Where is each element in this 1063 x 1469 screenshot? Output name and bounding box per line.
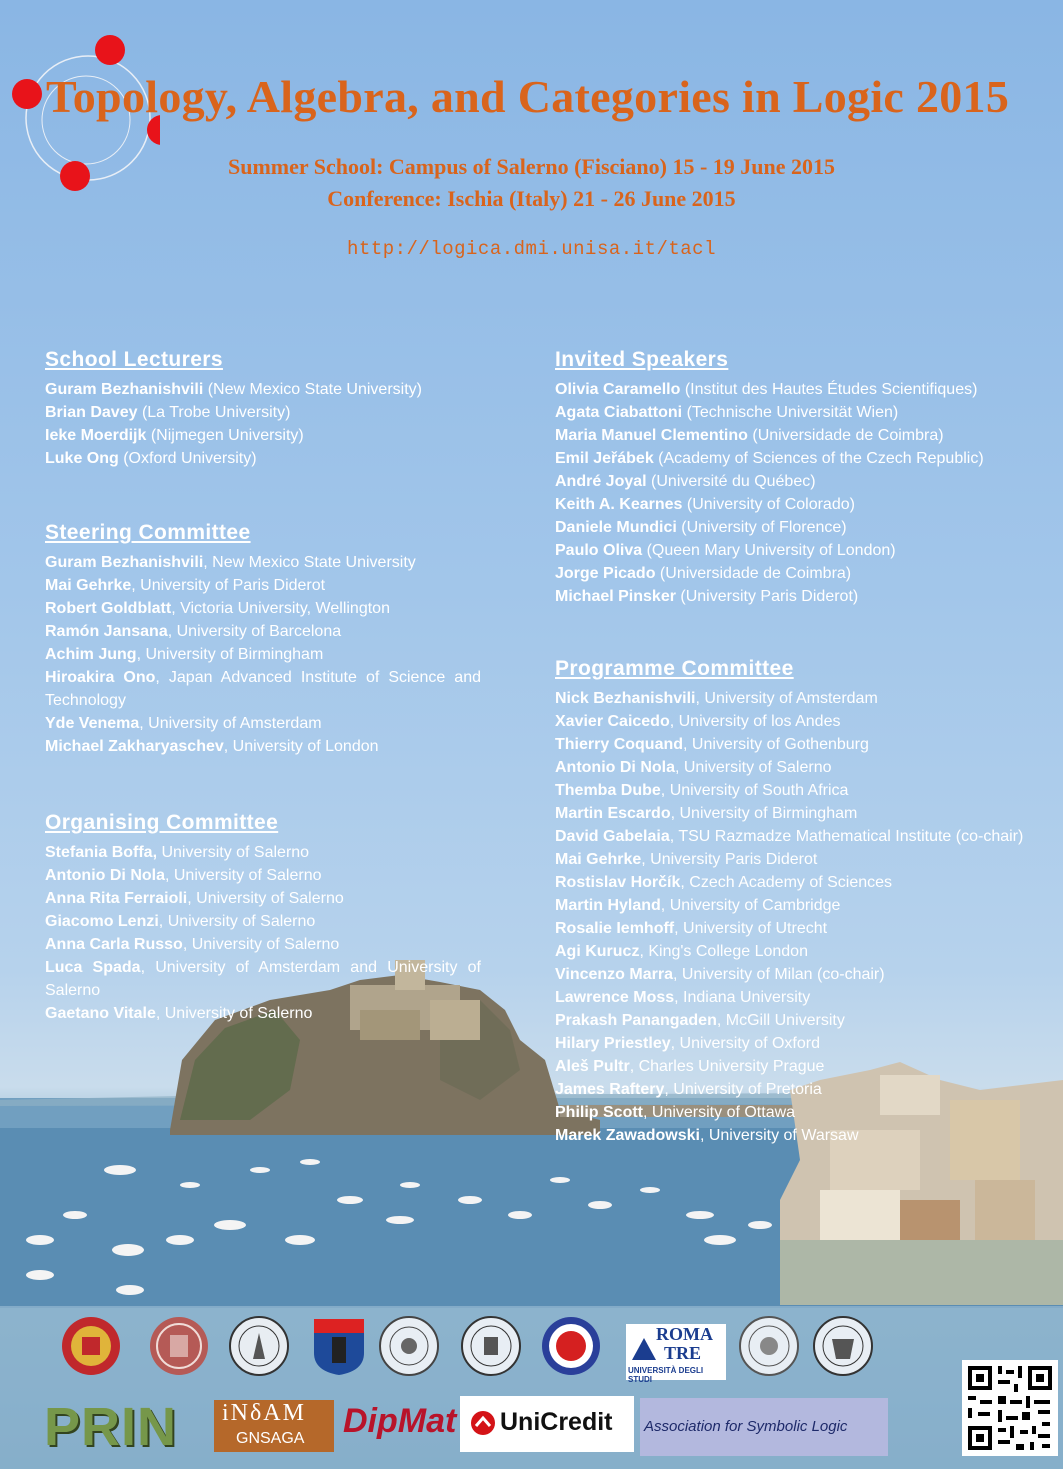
person-name: Brian Davey [45, 404, 138, 421]
person-entry [555, 756, 1055, 779]
person-affiliation: (Oxford University) [118, 450, 257, 467]
person-entry [555, 401, 1055, 424]
person-entry [45, 1002, 481, 1025]
person-affiliation: (Queen Mary University of London) [642, 542, 896, 559]
university-seal-icon [812, 1315, 874, 1377]
person-entry [555, 894, 1055, 917]
person-entry [555, 447, 1055, 470]
person-name: Luke Ong [45, 450, 119, 467]
person-affiliation: , Charles University Prague [629, 1058, 825, 1075]
person-entry [555, 493, 1055, 516]
person-affiliation: , University of Birmingham [670, 805, 858, 822]
person-name: Daniele Mundici [555, 519, 677, 536]
person-entry [45, 933, 481, 956]
person-affiliation: , Japan Advanced Institute of Science and Technology [45, 669, 481, 709]
person-name: Antonio Di Nola [45, 867, 165, 884]
person-name: Giacomo Lenzi [45, 913, 159, 930]
person-name: David Gabelaia [555, 828, 670, 845]
person-affiliation: , University of los Andes [669, 713, 841, 730]
person-affiliation: , University of Utrecht [674, 920, 828, 937]
person-affiliation: (University Paris Diderot) [675, 588, 859, 605]
person-list [45, 378, 481, 470]
person-entry [45, 841, 481, 864]
person-affiliation: , University of Pretoria [664, 1081, 822, 1098]
person-affiliation: , University Paris Diderot [641, 851, 818, 868]
section-heading: Programme Committee [555, 657, 794, 680]
person-entry [555, 710, 1055, 733]
person-entry [45, 551, 481, 574]
person-affiliation: , Victoria University, Wellington [171, 600, 390, 617]
person-name: Agata Ciabattoni [555, 404, 683, 421]
person-affiliation: , University of Gothenburg [683, 736, 869, 753]
person-entry [555, 733, 1055, 756]
person-affiliation: (University of Florence) [676, 519, 847, 536]
person-name: Mai Gehrke [555, 851, 642, 868]
person-name: Gaetano Vitale [45, 1005, 156, 1022]
person-entry [555, 1009, 1055, 1032]
person-affiliation: University of Salerno [157, 844, 310, 861]
logo-dot [12, 79, 42, 109]
person-affiliation: , Indiana University [674, 989, 811, 1006]
person-affiliation: (La Trobe University) [137, 404, 291, 421]
person-name: Thierry Coquand [555, 736, 684, 753]
person-entry [45, 620, 481, 643]
person-entry [555, 539, 1055, 562]
person-name: Yde Venema [45, 715, 140, 732]
person-name: Vincenzo Marra [555, 966, 673, 983]
person-entry [45, 378, 481, 401]
person-entry [555, 687, 1055, 710]
person-affiliation: , University of South Africa [660, 782, 849, 799]
summer-school-line: Summer School: Campus of Salerno (Fisciano) 15 - 19 June 2015 [227, 154, 836, 179]
section-heading: Invited Speakers [555, 348, 729, 371]
person-affiliation: , University of Cambridge [660, 897, 841, 914]
person-name: Rostislav Horčík [555, 874, 681, 891]
person-affiliation: (Universidade de Coimbra) [655, 565, 852, 582]
person-affiliation: , University of Milan (co-chair) [672, 966, 885, 983]
person-name: Luca Spada [45, 959, 141, 976]
university-seal-icon [378, 1315, 440, 1377]
asl-logo: Association for Symbolic Logic [640, 1398, 888, 1456]
person-affiliation: (Institut des Hautes Études Scientifiques) [680, 381, 978, 398]
person-affiliation: , University of Warsaw [699, 1127, 859, 1144]
person-name: Martin Escardo [555, 805, 671, 822]
person-entry [555, 917, 1055, 940]
person-affiliation: (University of Colorado) [682, 496, 855, 513]
programme-committee-section [555, 656, 1055, 1147]
person-affiliation: , University of Salerno [164, 867, 322, 884]
person-affiliation: , University of Salerno [182, 936, 340, 953]
person-affiliation: , University of Amsterdam [695, 690, 878, 707]
person-entry [555, 1032, 1055, 1055]
person-entry [555, 986, 1055, 1009]
person-name: Xavier Caicedo [555, 713, 670, 730]
person-name: Hiroakira Ono [45, 669, 156, 686]
person-affiliation: (Université du Québec) [646, 473, 816, 490]
university-seal-icon [148, 1315, 210, 1377]
person-name: André Joyal [555, 473, 647, 490]
person-affiliation: , University of Oxford [670, 1035, 820, 1052]
person-entry [555, 470, 1055, 493]
person-affiliation: , University of Ottawa [643, 1104, 796, 1121]
person-name: Martin Hyland [555, 897, 661, 914]
person-name: Ramón Jansana [45, 623, 168, 640]
person-name: Guram Bezhanishvili [45, 554, 204, 571]
person-affiliation: , New Mexico State University [203, 554, 416, 571]
conference-line: Conference: Ischia (Italy) 21 - 26 June 2015 [327, 186, 736, 211]
person-list [45, 551, 481, 758]
person-affiliation: , University of Paris Diderot [131, 577, 326, 594]
person-entry [555, 871, 1055, 894]
person-entry [555, 378, 1055, 401]
person-entry [555, 1078, 1055, 1101]
person-affiliation: , Czech Academy of Sciences [680, 874, 893, 891]
university-seal-icon [460, 1315, 522, 1377]
logo-dot [95, 35, 125, 65]
person-name: Mai Gehrke [45, 577, 132, 594]
person-entry [45, 956, 481, 1002]
steering-committee-section [45, 520, 481, 758]
person-entry [45, 910, 481, 933]
person-name: Anna Rita Ferraioli [45, 890, 188, 907]
section-heading: School Lecturers [45, 348, 223, 371]
person-name: Prakash Panangaden [555, 1012, 717, 1029]
person-name: Ieke Moerdijk [45, 427, 147, 444]
person-name: Rosalie Iemhoff [555, 920, 675, 937]
person-name: Anna Carla Russo [45, 936, 183, 953]
person-affiliation: , University of Amsterdam [139, 715, 322, 732]
person-entry [555, 1124, 1055, 1147]
person-name: Emil Jeřábek [555, 450, 654, 467]
person-entry [555, 1101, 1055, 1124]
person-entry [45, 864, 481, 887]
person-name: Keith A. Kearnes [555, 496, 683, 513]
person-affiliation: , University of Salerno [158, 913, 316, 930]
person-entry [45, 447, 481, 470]
organising-committee-section [45, 810, 481, 1025]
roma-tre-logo: ROMA TRE UNIVERSITÀ DEGLI STUDI [626, 1324, 726, 1380]
university-seal-icon [60, 1315, 122, 1377]
invited-speakers-section [555, 347, 1055, 608]
university-seal-icon [540, 1315, 602, 1377]
person-affiliation: , University of Salerno [187, 890, 344, 907]
school-lecturers-section [45, 347, 481, 470]
person-name: Hilary Priestley [555, 1035, 671, 1052]
person-affiliation: (Technische Universität Wien) [682, 404, 899, 421]
conference-title: Topology, Algebra, and Categories in Logic 2015 [46, 71, 1010, 122]
person-name: Agi Kurucz [555, 943, 640, 960]
person-name: Aleš Pultr [555, 1058, 630, 1075]
person-affiliation: , King's College London [639, 943, 808, 960]
person-name: Michael Zakharyaschev [45, 738, 224, 755]
person-name: Philip Scott [555, 1104, 643, 1121]
person-affiliation: , University of Birmingham [136, 646, 324, 663]
prin-logo: PRIN [44, 1397, 178, 1457]
person-entry [555, 585, 1055, 608]
person-name: Lawrence Moss [555, 989, 675, 1006]
person-affiliation: , University of Amsterdam and University of Salerno [45, 959, 481, 999]
person-entry [45, 401, 481, 424]
person-name: Jorge Picado [555, 565, 656, 582]
person-entry [45, 887, 481, 910]
person-entry [555, 825, 1055, 848]
person-entry [555, 424, 1055, 447]
person-affiliation: (Nijmegen University) [146, 427, 304, 444]
unicredit-logo: UniCredit [460, 1396, 634, 1452]
person-affiliation: (New Mexico State University) [203, 381, 422, 398]
qr-code[interactable] [962, 1360, 1058, 1456]
person-entry [45, 643, 481, 666]
person-list [555, 378, 1055, 608]
person-entry [555, 779, 1055, 802]
person-name: Guram Bezhanishvili [45, 381, 204, 398]
website-link[interactable]: http://logica.dmi.unisa.it/tacl [347, 238, 716, 260]
person-entry [45, 666, 481, 712]
section-heading: Steering Committee [45, 521, 251, 544]
person-affiliation: , TSU Razmadze Mathematical Institute (co-chair) [669, 828, 1024, 845]
person-name: Michael Pinsker [555, 588, 676, 605]
person-entry [555, 516, 1055, 539]
person-entry [45, 424, 481, 447]
person-affiliation: (Universidade de Coimbra) [747, 427, 944, 444]
indam-logo: iNδAM GNSAGA [214, 1400, 334, 1452]
person-entry [555, 562, 1055, 585]
person-affiliation: , University of Salerno [674, 759, 832, 776]
person-entry [45, 597, 481, 620]
person-affiliation: , University of Salerno [155, 1005, 313, 1022]
person-entry [45, 735, 481, 758]
person-name: Stefania Boffa, [45, 844, 158, 861]
person-name: Maria Manuel Clementino [555, 427, 748, 444]
person-affiliation: (Academy of Sciences of the Czech Republic) [653, 450, 984, 467]
person-entry [45, 574, 481, 597]
person-name: Olivia Caramello [555, 381, 681, 398]
person-affiliation: , McGill University [716, 1012, 845, 1029]
person-name: Achim Jung [45, 646, 137, 663]
person-list [45, 841, 481, 1025]
person-name: James Raftery [555, 1081, 665, 1098]
person-entry [555, 963, 1055, 986]
person-name: Themba Dube [555, 782, 661, 799]
person-list [555, 687, 1055, 1147]
person-affiliation: , University of London [223, 738, 379, 755]
university-seal-icon [308, 1315, 370, 1377]
university-seal-icon [228, 1315, 290, 1377]
person-name: Marek Zawadowski [555, 1127, 700, 1144]
person-name: Antonio Di Nola [555, 759, 675, 776]
section-heading: Organising Committee [45, 811, 279, 834]
person-name: Nick Bezhanishvili [555, 690, 696, 707]
person-entry [555, 1055, 1055, 1078]
person-entry [555, 802, 1055, 825]
person-affiliation: , University of Barcelona [167, 623, 342, 640]
dipmat-logo: DipMat [343, 1402, 457, 1440]
person-name: Robert Goldblatt [45, 600, 172, 617]
university-seal-icon [738, 1315, 800, 1377]
person-entry [555, 848, 1055, 871]
person-name: Paulo Oliva [555, 542, 643, 559]
person-entry [45, 712, 481, 735]
person-entry [555, 940, 1055, 963]
